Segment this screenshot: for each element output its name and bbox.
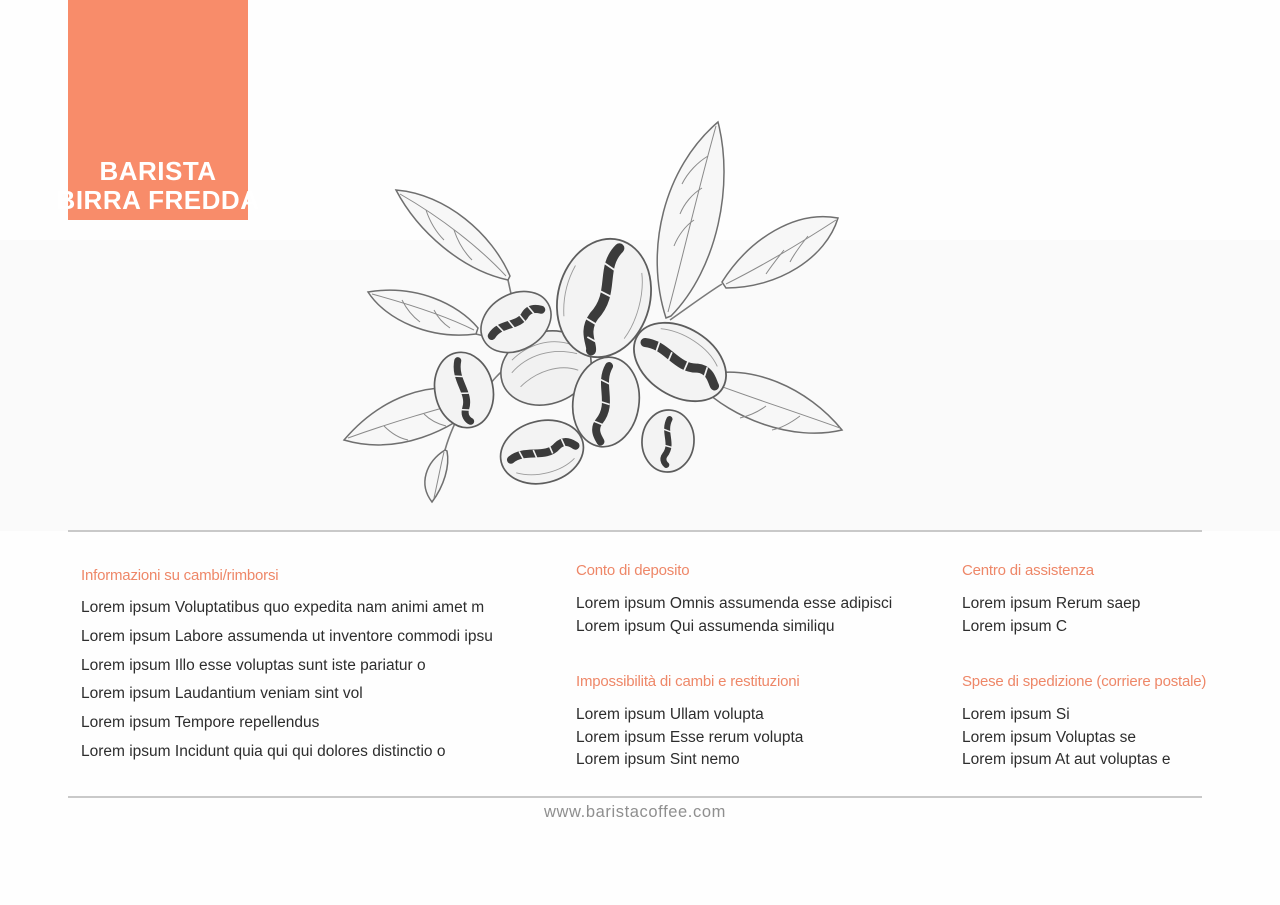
section-line: Lorem ipsum C xyxy=(962,617,1068,635)
section-line: Lorem ipsum Sint nemo xyxy=(576,751,740,769)
top-divider xyxy=(68,530,1202,532)
coffee-beans-illustration xyxy=(330,110,910,510)
section-line: Lorem ipsum At aut voluptas e xyxy=(962,751,1171,769)
brand-name-line2: BIRRA FREDDA xyxy=(56,185,260,215)
website-url: www.baristacoffee.com xyxy=(544,803,726,821)
section-line: Lorem ipsum Rerum saep xyxy=(962,595,1141,612)
section-deposit-account xyxy=(576,561,946,638)
section-line: Lorem ipsum Esse rerum volupta xyxy=(576,728,804,746)
section-no-returns xyxy=(576,672,946,772)
section-line: Lorem ipsum Qui assumenda similiqu xyxy=(576,617,835,635)
section-line: Lorem ipsum Si xyxy=(962,706,1070,724)
section-line: Lorem ipsum Labore assumenda ut inventore commodi ipsu xyxy=(81,627,493,645)
section-help-center xyxy=(962,561,1262,638)
section-line: Lorem ipsum Ullam volupta xyxy=(576,706,764,724)
brand-name-line1: BARISTA xyxy=(99,156,217,186)
section-returns-info xyxy=(81,566,561,767)
section-line: Lorem ipsum Illo esse voluptas sunt iste pariatur o xyxy=(81,656,426,674)
section-heading: Impossibilità di cambi e restituzioni xyxy=(576,673,800,691)
section-line: Lorem ipsum Omnis assumenda esse adipisci xyxy=(576,595,893,612)
section-line: Lorem ipsum Voluptas se xyxy=(962,728,1137,746)
section-line: Lorem ipsum Incidunt quia qui qui dolores distinctio o xyxy=(81,742,446,760)
section-heading: Spese di spedizione (corriere postale) xyxy=(962,673,1207,691)
section-line: Lorem ipsum Tempore repellendus xyxy=(81,714,320,732)
section-heading: Centro di assistenza xyxy=(962,562,1094,579)
section-line: Lorem ipsum Voluptatibus quo expedita nam animi amet m xyxy=(81,599,485,616)
footer-column-deposit xyxy=(576,561,946,772)
footer-column-returns xyxy=(81,566,561,767)
section-shipping-costs xyxy=(962,672,1262,772)
section-line: Lorem ipsum Laudantium veniam sint vol xyxy=(81,685,363,703)
section-heading: Conto di deposito xyxy=(576,562,690,579)
footer-column-assistance xyxy=(962,561,1262,772)
brand-logo-box xyxy=(56,0,260,220)
bottom-divider xyxy=(68,796,1202,798)
section-heading: Informazioni su cambi/rimborsi xyxy=(81,567,279,584)
